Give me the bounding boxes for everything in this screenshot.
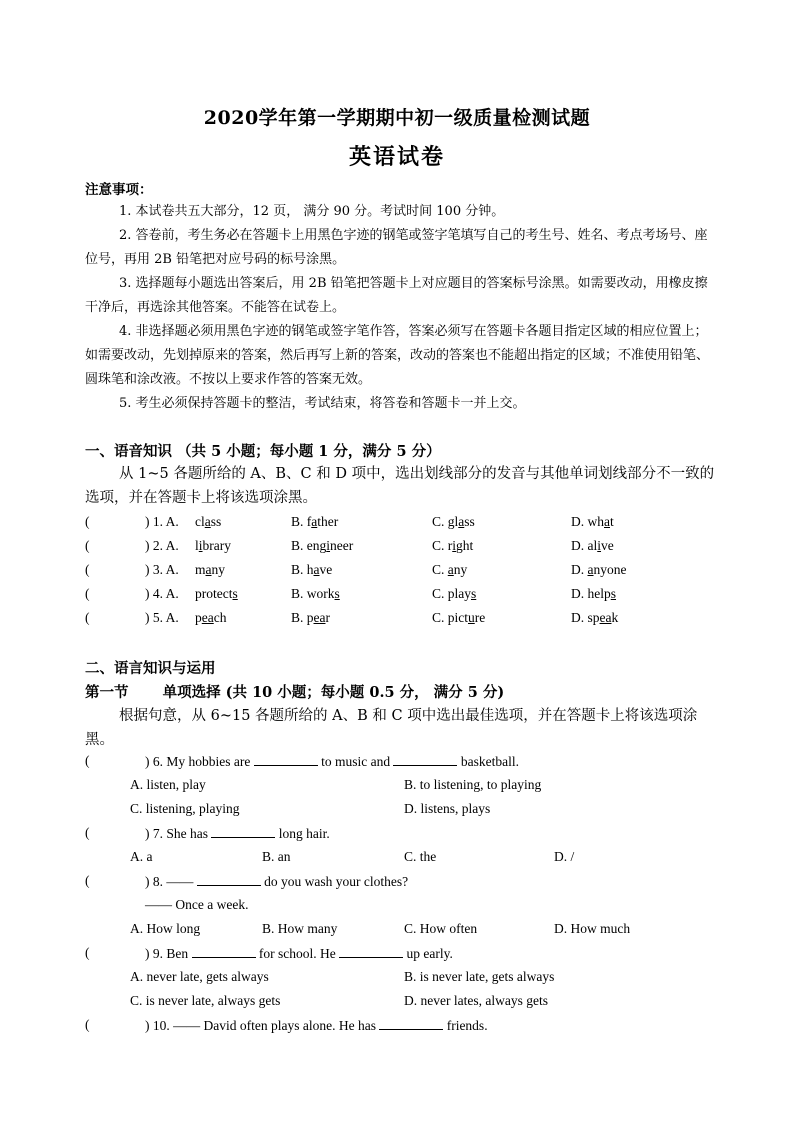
text-seg: C. xyxy=(432,562,448,577)
dialog-reply: —— Once a week. xyxy=(145,897,249,912)
notice-item: 2. 答卷前，考生务必在答题卡上用黑色字迹的钢笔或签字笔填写自己的考生号、姓名、考点考场号、座位号，再用 2B 铅笔把对应号码的标号涂黑。 xyxy=(85,228,708,267)
question-stem xyxy=(145,873,408,890)
question-stem xyxy=(145,753,519,770)
answer-blank xyxy=(379,1017,443,1030)
option-b: B. is never late, gets always xyxy=(404,969,555,984)
answer-paren[interactable]: ( xyxy=(85,945,90,960)
notice-item: 1. 本试卷共五大部分，12 页， 满分 90 分。考试时间 100 分钟。 xyxy=(119,204,505,219)
question-row xyxy=(85,610,725,634)
text-seg: m xyxy=(195,562,206,577)
question-row xyxy=(85,825,725,849)
text-seg: ve xyxy=(601,538,614,553)
stem-text: long hair. xyxy=(278,826,330,841)
option-d xyxy=(571,538,614,554)
underlined-seg: a xyxy=(205,562,212,577)
text-seg: ss xyxy=(464,514,475,529)
answer-paren[interactable]: ( xyxy=(85,610,90,625)
text-seg: cl xyxy=(195,514,205,529)
option-c xyxy=(432,586,476,602)
answer-blank xyxy=(254,753,318,766)
text-seg: ve xyxy=(319,562,333,577)
question-row xyxy=(85,514,725,538)
underlined-seg: a xyxy=(311,514,318,529)
part1-heading: 一、语音知识 （共 5 小题；每小题 1 分，满分 5 分） xyxy=(85,443,441,460)
stem-text: ) 8. —— xyxy=(145,874,194,889)
question-stem xyxy=(145,825,330,842)
option-b xyxy=(291,562,332,578)
stem-text: do you wash your clothes? xyxy=(264,874,409,889)
stem-text: basketball. xyxy=(460,754,519,769)
text-seg: k xyxy=(611,610,619,625)
stem-text: friends. xyxy=(446,1018,488,1033)
underlined-seg: ea xyxy=(599,610,612,625)
notice-item: 4. 非选择题必须用黑色字迹的钢笔或签字笔作答，答案必须写在答题卡各题目指定区域的相应位置上；如需要改动，先划掉原来的答案，然后再写上新的答案，改动的答案也不能超出指定的区域；不准使用铅笔、圆珠笔和涂改液。不按以上要求作答的答案无效。 xyxy=(85,324,710,387)
option-a: A. listen, play xyxy=(130,777,206,792)
option-b: B. to listening, to playing xyxy=(404,777,542,792)
section-label: 第一节 xyxy=(85,684,129,701)
answer-paren[interactable]: ( xyxy=(85,538,90,553)
text-seg: D. wh xyxy=(571,514,604,529)
text-seg: l xyxy=(195,538,199,553)
text-seg: C. r xyxy=(432,538,453,553)
answer-paren[interactable]: ( xyxy=(85,825,90,840)
notice-heading: 注意事项： xyxy=(85,182,153,198)
option-d xyxy=(571,586,616,602)
text-seg: re xyxy=(474,610,486,625)
exam-title: 2020学年第一学期期中初一级质量检测试题 xyxy=(203,107,591,129)
notice-item: 5. 考生必须保持答题卡的整洁，考试结束，将答卷和答题卡一并上交。 xyxy=(119,396,526,411)
option-row xyxy=(85,993,725,1017)
text-seg: D. sp xyxy=(571,610,600,625)
answer-blank xyxy=(339,945,403,958)
underlined-seg: u xyxy=(468,610,475,625)
option-c xyxy=(432,538,473,554)
question-number: ) 5. A. xyxy=(145,610,179,625)
question-row xyxy=(85,873,725,897)
option-d: D. listens, plays xyxy=(404,801,491,816)
option-row xyxy=(85,849,725,873)
underlined-seg: a xyxy=(587,562,594,577)
answer-paren[interactable]: ( xyxy=(85,753,90,768)
answer-paren[interactable]: ( xyxy=(85,562,90,577)
dialog-row xyxy=(85,897,725,921)
underlined-seg: s xyxy=(610,586,617,601)
underlined-seg: i xyxy=(597,538,602,553)
option-d xyxy=(571,514,614,530)
text-seg: B. f xyxy=(291,514,312,529)
option-d: D. How much xyxy=(554,921,631,936)
question-row xyxy=(85,945,725,969)
text-seg: C. play xyxy=(432,586,471,601)
text-seg: r xyxy=(325,610,330,625)
notice-item: 3. 选择题每小题选出答案后，用 2B 铅笔把答题卡上对应题目的答案标号涂黑。如需要改动，用橡皮擦干净后，再选涂其他答案。不能答在试卷上。 xyxy=(85,276,708,315)
underlined-seg: a xyxy=(204,514,211,529)
question-number: ) 1. A. xyxy=(145,514,179,529)
option-c xyxy=(432,562,467,578)
answer-paren[interactable]: ( xyxy=(85,514,90,529)
underlined-seg: a xyxy=(447,562,454,577)
option-a xyxy=(195,610,226,626)
option-a xyxy=(195,586,238,602)
underlined-seg: a xyxy=(313,562,320,577)
text-seg: D. al xyxy=(571,538,598,553)
underlined-seg: s xyxy=(334,586,340,601)
text-seg: ss xyxy=(210,514,222,529)
option-d xyxy=(571,610,618,626)
text-seg: B. h xyxy=(291,562,314,577)
option-a: A. How long xyxy=(130,921,201,936)
section-heading xyxy=(85,681,504,702)
option-row xyxy=(85,777,725,801)
option-d: D. / xyxy=(554,849,575,864)
text-seg: B. work xyxy=(291,586,335,601)
answer-paren[interactable]: ( xyxy=(85,586,90,601)
option-a xyxy=(195,538,231,554)
text-seg: ght xyxy=(456,538,474,553)
underlined-seg: i xyxy=(198,538,203,553)
question-stem xyxy=(145,1017,488,1034)
answer-paren[interactable]: ( xyxy=(85,1017,90,1032)
exam-subtitle: 英语试卷 xyxy=(348,144,445,170)
stem-text: ) 7. She has xyxy=(145,826,208,841)
option-d: D. never lates, always gets xyxy=(404,993,548,1008)
text-seg: brary xyxy=(202,538,232,553)
answer-blank xyxy=(192,945,256,958)
answer-blank xyxy=(393,753,457,766)
text-seg: C. pict xyxy=(432,610,468,625)
option-b xyxy=(291,514,338,530)
option-b: B. an xyxy=(262,849,291,864)
underlined-seg: i xyxy=(452,538,457,553)
stem-text: for school. He xyxy=(258,946,336,961)
text-seg: protect xyxy=(195,586,233,601)
answer-blank xyxy=(211,825,275,838)
text-seg: C. gl xyxy=(432,514,459,529)
text-seg: ther xyxy=(317,514,339,529)
option-a xyxy=(195,514,221,530)
option-b: B. How many xyxy=(262,921,338,936)
text-seg: p xyxy=(195,610,202,625)
underlined-seg: s xyxy=(471,586,477,601)
question-number: ) 2. A. xyxy=(145,538,179,553)
question-row xyxy=(85,1017,725,1041)
underlined-seg: a xyxy=(458,514,465,529)
underlined-seg: i xyxy=(326,538,331,553)
stem-text: ) 6. My hobbies are xyxy=(145,754,251,769)
stem-text: ) 10. —— David often plays alone. He has xyxy=(145,1018,376,1033)
question-number: ) 4. A. xyxy=(145,586,179,601)
stem-text: up early. xyxy=(406,946,453,961)
option-c: C. the xyxy=(404,849,437,864)
part2-heading: 二、语言知识与运用 xyxy=(85,660,216,677)
question-row xyxy=(85,538,725,562)
question-number: ) 3. A. xyxy=(145,562,179,577)
instruction-text: 从 1~5 各题所给的 A、B、C 和 D 项中，选出划线部分的发音与其他单词划线部分不一致的选项，并在答题卡上将该选项涂黑。 xyxy=(85,466,715,506)
notice-list xyxy=(85,200,717,416)
answer-blank xyxy=(197,873,261,886)
option-c: C. How often xyxy=(404,921,478,936)
answer-paren[interactable]: ( xyxy=(85,873,90,888)
text-seg: ny xyxy=(453,562,468,577)
text-seg: t xyxy=(610,514,614,529)
underlined-seg: ea xyxy=(201,610,214,625)
option-b xyxy=(291,586,340,602)
part1-instruction xyxy=(85,462,721,510)
option-a: A. never late, gets always xyxy=(130,969,269,984)
option-d xyxy=(571,562,627,578)
option-c: C. listening, playing xyxy=(130,801,240,816)
question-stem xyxy=(145,945,453,962)
text-seg: B. eng xyxy=(291,538,327,553)
underlined-seg: s xyxy=(232,586,238,601)
option-row xyxy=(85,921,725,945)
option-b xyxy=(291,610,330,626)
option-b xyxy=(291,538,353,554)
text-seg: nyone xyxy=(593,562,627,577)
stem-text: ) 9. Ben xyxy=(145,946,189,961)
text-seg: D. xyxy=(571,562,588,577)
option-a: A. a xyxy=(130,849,153,864)
question-row xyxy=(85,586,725,610)
section-title: 单项选择 (共 10 小题；每小题 0.5 分， 满分 5 分) xyxy=(162,684,505,701)
option-row xyxy=(85,969,725,993)
underlined-seg: a xyxy=(604,514,610,529)
option-c xyxy=(432,514,475,530)
text-seg: D. help xyxy=(571,586,611,601)
text-seg: neer xyxy=(330,538,354,553)
underlined-seg: ea xyxy=(313,610,326,625)
text-seg: ny xyxy=(211,562,226,577)
option-row xyxy=(85,801,725,825)
option-c: C. is never late, always gets xyxy=(130,993,281,1008)
text-seg: B. p xyxy=(291,610,314,625)
option-c xyxy=(432,610,485,626)
question-row xyxy=(85,562,725,586)
text-seg: ch xyxy=(213,610,227,625)
instruction-text: 根据句意，从 6~15 各题所给的 A、B 和 C 项中选出最佳选项，并在答题卡上将该选项涂黑。 xyxy=(85,708,698,748)
part2-instruction xyxy=(85,704,721,752)
option-a xyxy=(195,562,225,578)
question-row xyxy=(85,753,725,777)
stem-text: to music and xyxy=(321,754,391,769)
